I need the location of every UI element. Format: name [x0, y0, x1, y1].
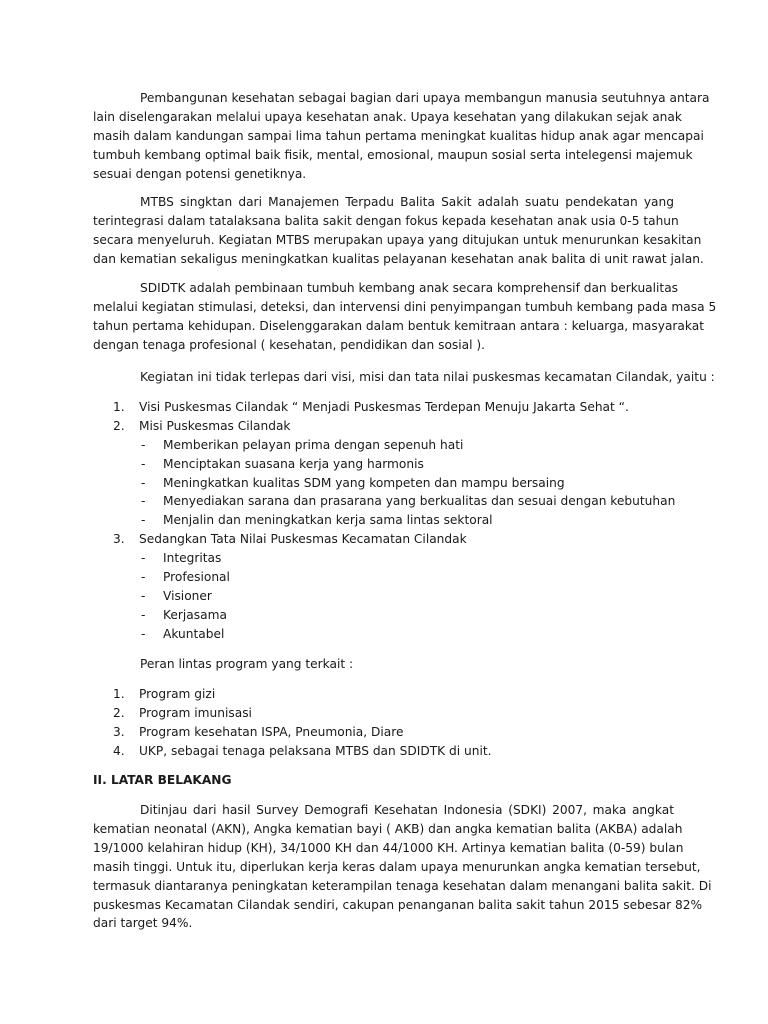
- text-line: Pembangunan kesehatan sebagai bagian dari upaya membangun manusia seutuhnya antara: [140, 91, 710, 105]
- list-text: Program kesehatan ISPA, Pneumonia, Diare: [139, 724, 404, 739]
- sub-list-item: [93, 436, 693, 455]
- text-line: puskesmas Kecamatan Cilandak sendiri, cakupan penanganan balita sakit tahun 2015 sebesar 82%: [93, 897, 703, 912]
- sub-list-text: Visioner: [163, 588, 212, 603]
- sub-list-text: Profesional: [163, 570, 230, 585]
- paragraph-pembangunan: [93, 89, 710, 184]
- dash-bullet: -: [141, 588, 146, 603]
- dash-bullet: -: [141, 626, 146, 641]
- text-line: masih dalam kandungan sampai lima tahun pertama meningkat kualitas hidup anak agar mencapai: [93, 128, 704, 143]
- text-line: tahun pertama kehidupan. Diselenggarakan dalam bentuk kemitraan antara : keluarga, masyarakat: [93, 318, 704, 333]
- list-text: UKP, sebagai tenaga pelaksana MTBS dan SDIDTK di unit.: [139, 743, 492, 758]
- numbered-list-program: [93, 685, 693, 761]
- list-item: [93, 742, 693, 761]
- list-number: 1.: [113, 687, 125, 701]
- sub-list-item: [93, 511, 693, 530]
- list-number: 2.: [113, 418, 125, 433]
- text-line: kematian neonatal (AKN), Angka kematian bayi ( AKB) dan angka kematian balita (AKBA) adalah: [93, 821, 683, 836]
- text-line: terintegrasi dalam tatalaksana balita sakit dengan fokus kepada kesehatan anak usia 0-5 tahun: [93, 213, 679, 228]
- list-text: Visi Puskesmas Cilandak “ Menjadi Puskesmas Terdepan Menuju Jakarta Sehat “.: [139, 400, 629, 414]
- list-item: [93, 398, 693, 417]
- list-number: 3.: [113, 724, 125, 739]
- dash-bullet: -: [141, 437, 146, 452]
- list-item: [93, 685, 693, 704]
- sub-list-text: Integritas: [163, 551, 222, 566]
- sub-list-item: [93, 492, 693, 511]
- list-number: 1.: [113, 400, 125, 414]
- sub-list-item: [93, 587, 693, 606]
- text-line: dan kematian sekaligus meningkatkan kualitas pelayanan kesehatan anak balita di unit rawat jalan.: [93, 251, 704, 266]
- sub-list-text: Memberikan pelayan prima dengan sepenuh hati: [163, 437, 464, 452]
- text-line: dengan tenaga profesional ( kesehatan, pendidikan dan sosial ).: [93, 337, 486, 352]
- list-number: 4.: [113, 743, 125, 758]
- list-text: Program gizi: [139, 687, 216, 701]
- text-line: melalui kegiatan stimulasi, deteksi, dan intervensi dini penyimpangan tumbuh kembang pada masa 5: [93, 299, 717, 314]
- sub-list-item: [93, 474, 693, 493]
- list-text: Program imunisasi: [139, 705, 252, 720]
- paragraph-sdidtk: [93, 279, 717, 355]
- sub-list-item: [93, 568, 693, 587]
- list-number: 2.: [113, 705, 125, 720]
- sub-list-text: Kerjasama: [163, 607, 227, 622]
- sub-list-text: Meningkatkan kualitas SDM yang kompeten dan mampu bersaing: [163, 475, 565, 490]
- list-text: Sedangkan Tata Nilai Puskesmas Kecamatan Cilandak: [139, 532, 467, 547]
- text-line: tumbuh kembang optimal baik fisik, mental, emosional, maupun sosial serta intelegensi majemuk: [93, 147, 693, 162]
- sub-list-item: [93, 455, 693, 474]
- dash-bullet: -: [141, 456, 146, 471]
- text-line: sesuai dengan potensi genetiknya.: [93, 166, 307, 181]
- paragraph-mtbs: [93, 193, 704, 269]
- sub-list-item: [93, 606, 693, 625]
- list-item: [93, 723, 693, 742]
- text-line: Ditinjau dari hasil Survey Demografi Kesehatan Indonesia (SDKI) 2007, maka angkat: [140, 803, 674, 817]
- text-line: masih tinggi. Untuk itu, diperlukan kerja keras dalam upaya menurunkan angka kematian tersebut,: [93, 859, 701, 874]
- list-text: Misi Puskesmas Cilandak: [139, 418, 291, 433]
- dash-bullet: -: [141, 551, 146, 566]
- text-line: secara menyeluruh. Kegiatan MTBS merupakan upaya yang ditujukan untuk menurunkan kesakitan: [93, 232, 702, 247]
- list-item: [93, 530, 693, 549]
- dash-bullet: -: [141, 607, 146, 622]
- sub-list-text: Menciptakan suasana kerja yang harmonis: [163, 456, 424, 471]
- text-line: 19/1000 kelahiran hidup (KH), 34/1000 KH dan 44/1000 KH. Artinya kematian balita (0-59) bulan: [93, 840, 684, 855]
- dash-bullet: -: [141, 475, 146, 490]
- paragraph-latar-belakang: [93, 801, 712, 933]
- section-heading: II. LATAR BELAKANG: [93, 773, 232, 787]
- sub-list-text: Menyediakan sarana dan prasarana yang berkualitas dan sesuai dengan kebutuhan: [163, 494, 676, 509]
- sub-list-item: [93, 625, 693, 644]
- dash-bullet: -: [141, 494, 146, 509]
- list-item: [93, 704, 693, 723]
- sub-list-text: Akuntabel: [163, 626, 225, 641]
- text-line: SDIDTK adalah pembinaan tumbuh kembang anak secara komprehensif dan berkualitas: [140, 281, 679, 295]
- list-item: [93, 417, 693, 436]
- peran-title: Peran lintas program yang terkait :: [140, 657, 354, 671]
- text-line: termasuk diantaranya peningkatan keterampilan tenaga kesehatan dalam menangani balita sakit. Di: [93, 878, 712, 893]
- dash-bullet: -: [141, 570, 146, 585]
- dash-bullet: -: [141, 513, 146, 528]
- sub-list-item: [93, 549, 693, 568]
- numbered-list-visi-misi: [93, 398, 693, 644]
- list-number: 3.: [113, 532, 125, 547]
- text-line: lain diselengarakan melalui upaya kesehatan anak. Upaya kesehatan yang dilakukan sejak anak: [93, 109, 682, 124]
- paragraph-kegiatan: Kegiatan ini tidak terlepas dari visi, misi dan tata nilai puskesmas kecamatan Cilandak, yaitu :: [140, 370, 715, 384]
- text-line: dari target 94%.: [93, 916, 193, 931]
- text-line: MTBS singktan dari Manajemen Terpadu Balita Sakit adalah suatu pendekatan yang: [140, 195, 674, 209]
- sub-list-text: Menjalin dan meningkatkan kerja sama lintas sektoral: [163, 513, 493, 528]
